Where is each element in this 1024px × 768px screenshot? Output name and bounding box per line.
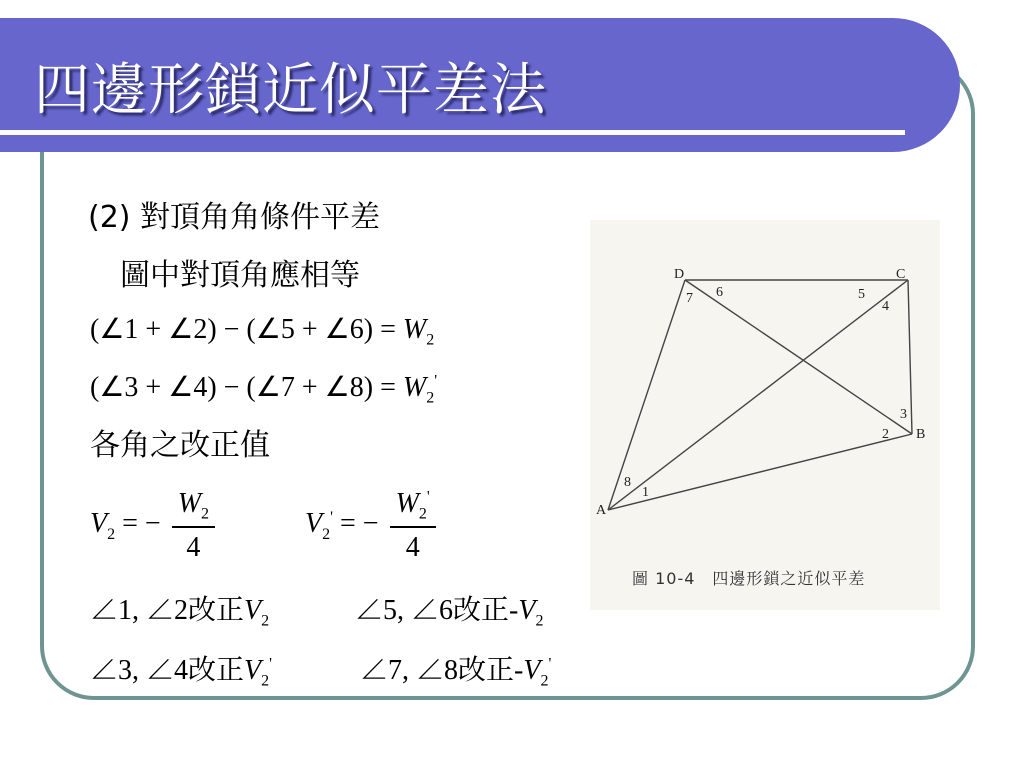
equation-2-w-sup: ' [434, 372, 438, 390]
section-heading: (2) 對頂角角條件平差 [88, 200, 381, 235]
quadrilateral-figure [590, 220, 940, 610]
equation-1-left: (∠1 + ∠2) − (∠5 + ∠6) = [90, 314, 403, 345]
rule-1-v: V [244, 595, 262, 626]
angle-label-5: 5 [858, 287, 865, 302]
equation-1-w: W [402, 314, 427, 345]
v2p-numerator [390, 488, 436, 528]
v2-denominator: 4 [186, 531, 201, 563]
v2p-sup: ' [330, 508, 333, 526]
equation-1-w-sub: 2 [426, 331, 435, 349]
v2p-num-w: W [395, 488, 419, 519]
equation-2 [90, 370, 437, 408]
rule-1-angles: ∠1, ∠2 [90, 595, 189, 626]
v2-prime-formula [305, 488, 440, 564]
equation-2-left: (∠3 + ∠4) − (∠7 + ∠8) = [90, 372, 403, 403]
angle-label-2: 2 [882, 427, 889, 442]
quadrilateral-diagram [590, 220, 940, 610]
rule-3 [90, 648, 272, 691]
v2p-sub: 2 [322, 525, 331, 543]
rule-1-sub: 2 [261, 612, 270, 630]
rule-3-text: 改正 [188, 655, 245, 686]
vertex-c: C [896, 267, 906, 282]
rule-2-v: V [518, 595, 536, 626]
v2p-symbol: V [305, 508, 323, 540]
angle-label-1: 1 [642, 485, 649, 500]
rule-2-angles: ∠5, ∠6 [355, 595, 454, 626]
rule-4-sub: 2 [540, 672, 549, 690]
rule-4-sup: ' [548, 655, 552, 673]
rule-3-v: V [244, 655, 262, 686]
equation-2-w-sub: 2 [426, 389, 435, 407]
v2-formula [90, 488, 219, 564]
v2p-num-sup: ' [426, 488, 430, 506]
rule-2 [355, 588, 543, 631]
rule-1-text: 改正 [188, 595, 245, 626]
figure-caption: 圖 10-4 四邊形鎖之近似平差 [632, 569, 866, 588]
rule-2-sub: 2 [535, 612, 544, 630]
rule-3-sub: 2 [261, 672, 270, 690]
rule-3-sup: ' [269, 655, 273, 673]
v2-rhs: = − [115, 508, 161, 540]
slide-title: 四邊形鎖近似平差法 [34, 58, 547, 123]
angle-label-4: 4 [882, 299, 889, 314]
equation-1 [90, 312, 434, 350]
side-ba [608, 434, 912, 510]
rule-4-text: 改正- [458, 655, 524, 686]
side-cb [908, 280, 912, 434]
v2p-num-sub: 2 [418, 505, 427, 523]
vertex-b: B [916, 427, 926, 442]
v2p-denominator: 4 [405, 531, 420, 563]
v2p-fraction [390, 488, 436, 564]
v2p-rhs: = − [333, 508, 379, 540]
rule-1 [90, 588, 269, 631]
vertex-a: A [596, 503, 607, 518]
angle-label-8: 8 [624, 475, 631, 490]
v2-numerator [172, 488, 215, 528]
rule-4-v: V [523, 655, 541, 686]
v2-sub: 2 [107, 525, 116, 543]
subheading: 圖中對頂角應相等 [120, 258, 360, 293]
equation-2-w: W [402, 372, 427, 403]
vertex-d: D [674, 267, 685, 282]
angle-label-3: 3 [900, 407, 907, 422]
rule-2-text: 改正- [453, 595, 519, 626]
angle-label-6: 6 [716, 285, 723, 300]
diagonal-ac [608, 280, 908, 510]
v2-symbol: V [90, 508, 108, 540]
rule-4 [360, 648, 551, 691]
correction-heading: 各角之改正值 [90, 428, 270, 463]
title-underline [0, 130, 905, 135]
v2-num-w: W [177, 488, 202, 519]
side-ad [608, 280, 685, 510]
v2-num-sub: 2 [201, 505, 210, 523]
rule-4-angles: ∠7, ∠8 [360, 655, 459, 686]
angle-label-7: 7 [686, 291, 693, 306]
v2-fraction [172, 488, 215, 564]
rule-3-angles: ∠3, ∠4 [90, 655, 189, 686]
